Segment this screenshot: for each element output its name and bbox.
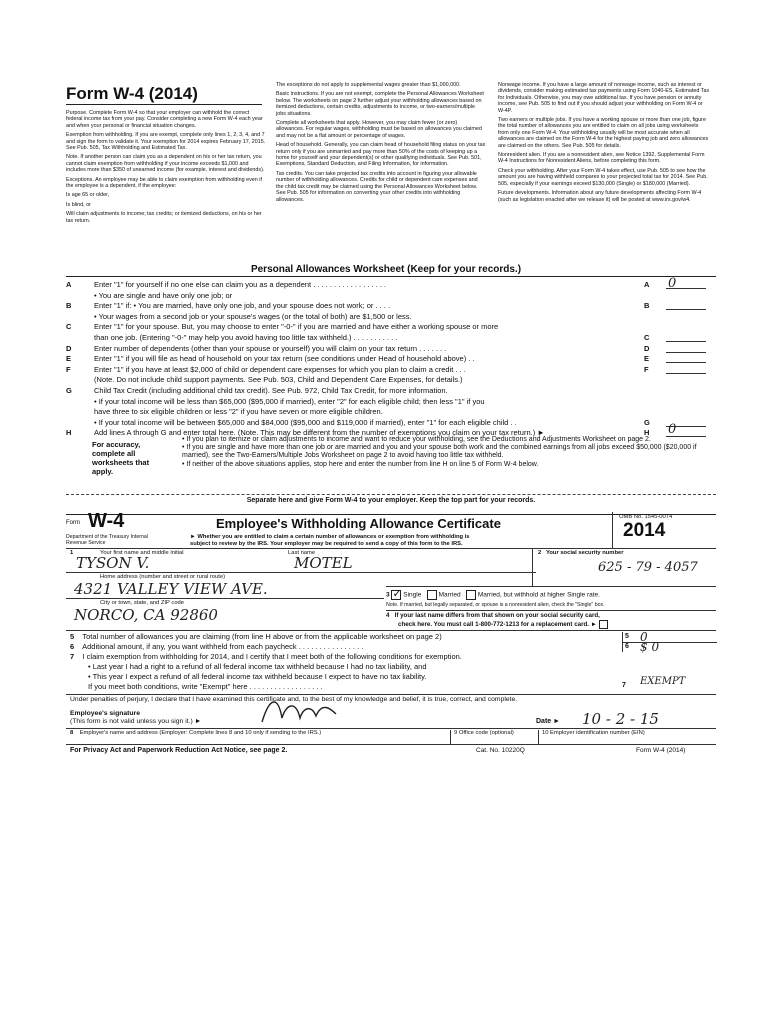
worksheet-line-text: • Your wages from a second job or your spouse's wages (or the total of both) are $1,500 or less.: [94, 311, 412, 321]
worksheet-line-text: than one job. (Entering "-0-" may help you avoid having too little tax withheld.) . . . . . . . . . . .: [94, 333, 398, 342]
single-checkbox[interactable]: ✓: [392, 588, 402, 600]
worksheet-line-box-letter: C: [644, 333, 650, 342]
ssn-value[interactable]: 625 - 79 - 4057: [598, 560, 698, 575]
note-text: Note. If another person can claim you as a dependent on his or her tax return, you cannot claim exemption from withholding if your income exceeds $1,000 and includes more than $350 of unearned income (for example, interest and dividends).: [66, 154, 265, 174]
bullet-3: Will claim adjustments to income; tax credits; or itemized deductions, on his or her tax return.: [66, 211, 262, 224]
accuracy-label: For accuracy, complete all worksheets that apply.: [92, 440, 150, 476]
certificate-title: Employee's Withholding Allowance Certificate: [216, 516, 501, 531]
col2-p5: Tax credits. You can take projected tax credits into account in figuring your allowable number of withholding allowances. Credits for child or dependent care expenses and the child tax credit may be claimed using the Personal Allowances Worksheet below. See Pub. 505 for information on converting your other credits into withholding allowances.: [276, 170, 478, 203]
separator-line: Separate here and give Form W-4 to your employer. Keep the top part for your records.: [66, 494, 716, 504]
col3-p5: Future developments. Information about any future developments affecting Form W-4 (such as legislation enacted after we release it) will be posted at www.irs.gov/w4.: [498, 190, 702, 203]
line-7-value[interactable]: EXEMPT: [640, 676, 686, 687]
line-6-value[interactable]: $ 0: [640, 640, 660, 654]
purpose-text: Purpose. Complete Form W-4 so that your employer can withhold the correct federal income tax from your pay. Consider completing a new Form W-4 each year and when your personal or financial situation changes.: [66, 110, 263, 129]
omb-box: [612, 512, 713, 548]
name-differs-row: 4 If your last name differs from that shown on your social security card, check here. You must call 1-800-772-1213 for a replacement card. ►: [386, 612, 716, 629]
worksheet-title: Personal Allowances Worksheet (Keep for your records.): [250, 264, 522, 275]
line-10: 10 Employer identification number (EIN): [538, 730, 645, 744]
col3-p2: Two earners or multiple jobs. If you have a working spouse or more than one job, figure the total number of allowances you are entitled to claim on all jobs using worksheets from only one Form W-4. Your withholding usually will be most accurate when all allowances are claimed on the Form W-4 for the highest paying job and zero allowances are claimed on the others. See Pub. 505 for details.: [498, 117, 709, 149]
worksheet-line-text: • If your total income will be between $65,000 and $84,000 ($95,000 and $119,000 if married), enter "1" for each eligible child . .: [94, 417, 517, 427]
row5-rule: [66, 630, 716, 631]
line-h-value: 0: [668, 422, 677, 437]
accuracy-item-1: • If you plan to itemize or claim adjustments to income and want to reduce your withholding, see the Deductions and Adjustments Worksheet on page 2.: [182, 436, 651, 443]
worksheet-line-entry-field[interactable]: [666, 341, 706, 342]
instructions-column-1: [66, 110, 266, 227]
worksheet-line-box-letter: E: [644, 354, 650, 364]
ssn-label: 2 Your social security number: [538, 550, 624, 556]
row-perjury-rule: [66, 694, 716, 695]
worksheet-line-letter: D: [66, 343, 72, 353]
col2-p3: Complete all worksheets that apply. However, you may claim fewer (or zero) allowances. For regular wages, withholding must be based on allowances you claimed and may not be a flat amount or percentage of wages.: [276, 120, 482, 139]
instructions-column-3: [498, 82, 710, 206]
bullet-1: Is age 65 or older,: [66, 192, 110, 199]
worksheet-line-text: • You are single and have only one job; or: [94, 290, 233, 300]
worksheet-line-letter: B: [66, 301, 72, 311]
ssn-label-text: Your social security number: [545, 550, 624, 556]
worksheet-line-box-letter: B: [644, 301, 650, 311]
worksheet-line-text: • If your total income will be less than $65,000 ($95,000 if married), enter "2" for each eligible child; then less "1" if you: [94, 396, 485, 406]
subtitle-line-2: subject to review by the IRS. Your employer may be required to send a copy of this form to the IRS.: [190, 541, 463, 547]
col3-p4: Check your withholding. After your Form W-4 takes effect, use Pub. 505 to see how the amount you are having withheld compares to your projected total tax for 2014. See Pub. 505, especially if your earnings exceed $130,000 (Single) or $180,000 (Married).: [498, 167, 708, 187]
line3-rule: [386, 586, 716, 587]
omb-number: OMB No. 1545-0074: [619, 514, 673, 520]
last-name-value[interactable]: MOTEL: [294, 554, 353, 572]
last-name-label: Last name: [288, 550, 316, 556]
tax-year: 2014: [623, 520, 666, 541]
worksheet-line-entry-field[interactable]: [666, 309, 706, 310]
married-higher-checkbox[interactable]: [466, 590, 476, 600]
worksheet-line-text: (Note. Do not include child support payments. See Pub. 503, Child and Dependent Care Expenses, for details.): [94, 375, 463, 385]
name-differs-text-2: check here. You must call 1-800-772-1213 for a replacement card. ►: [398, 621, 597, 629]
col2-p4: Head of household. Generally, you can claim head of household filing status on your tax return only if you are unmarried and pay more than 50% of the costs of keeping up a home for yourself and your dependent(s) or other qualifying individuals. See Pub. 501, Exemptions, Standard Deduction, and Filing Information, for information.: [276, 142, 486, 168]
signature-note: (This form is not valid unless you sign it.) ►: [70, 718, 202, 725]
line-5-text: Total number of allowances you are claiming (from line H above or from the applicable worksheet on page 2): [82, 632, 442, 641]
perjury-statement: Under penalties of perjury, I declare that I have examined this certificate and, to the best of my knowledge and belief, it is true, correct, and complete.: [70, 696, 518, 703]
worksheet-line-text: Enter "1" for your spouse. But, you may choose to enter "-0-" if you are married and have either a working spouse or more: [94, 322, 499, 332]
lines-5-6-box: 5 6: [622, 632, 717, 652]
ssn-divider: [532, 548, 533, 586]
married-label: Married: [438, 591, 461, 599]
address-value[interactable]: 4321 VALLEY VIEW AVE.: [74, 580, 268, 598]
worksheet-line-text: Enter "1" for yourself if no one else can claim you as a dependent . . . . . . . . . . . . . . . . . .: [94, 280, 387, 289]
row2-rule: [66, 572, 536, 573]
bullet-2: Is blind, or: [66, 201, 91, 208]
worksheet-line-letter: A: [66, 280, 72, 289]
lines-5-to-7: 5 Total number of allowances you are claiming (from line H above or from the applicable worksheet on page 2) 6 Additional amount, if any, you want withheld from each paycheck . . . . . . . . . . . . . . . . 7 I claim exemption from withholding for 2014, and I certify that I meet both of the following conditions for exemption. • Last year I had a right to a refund of all federal income tax withheld because I had no tax liability, and • This year I expect a refund of all federal income tax withheld because I expect to have no tax liability. If you meet both conditions, write "Exempt" here . . . . . . . . . . . . . . . . . .: [70, 632, 630, 692]
line-5-value[interactable]: 0: [640, 630, 648, 644]
col3-p1: Nonwage income. If you have a large amount of nonwage income, such as interest or dividends, consider making estimated tax payments using Form 1040-ES, Estimated Tax for Individuals. Otherwise, you may owe additional tax. If you have pension or annuity income, see Pub. 505 to find out if you should adjust your withholding on Form W-4 or W-4P.: [498, 82, 710, 114]
line-8-text: Employer's name and address (Employer: Complete lines 8 and 10 only if sending to the IRS.): [79, 730, 322, 736]
name-differs-text: If your last name differs from that shown on your social security card,: [394, 612, 600, 619]
accuracy-items: [182, 436, 712, 469]
row3-rule: [66, 598, 384, 599]
accuracy-item-2: • If you are single and have more than one job or are married and you and your spouse both work and the combined earnings from all jobs exceed $50,000 ($20,000 if married), see the Two-Earners/Multiple Jobs Worksheet on page 2 to avoid having too little tax withheld.: [182, 444, 697, 460]
worksheet-line-letter: E: [66, 354, 72, 364]
married-higher-label: Married, but withhold at higher Single rate.: [477, 591, 600, 599]
exceptions-text: Exceptions. An employee may be able to claim exemption from withholding even if the employee is a dependent, if the employee:: [66, 176, 262, 190]
exemption-text: Exemption from withholding. If you are exempt, complete only lines 1, 2, 3, 4, and 7 and sign the form to validate it. Your exemption for 2014 expires February 17, 2015. See Pub. 505, Tax Withholding and Estimated Tax.: [66, 132, 266, 152]
filing-status-row: 3 ✓ Single Married Married, but withhold at higher Single rate.: [386, 588, 600, 600]
date-value[interactable]: 10 - 2 - 15: [582, 710, 659, 728]
worksheet-line-letter: H: [66, 428, 72, 438]
form-number: W-4: [88, 510, 125, 532]
worksheet-line-text: Add lines A through G and enter total here. (Note. This may be different from the number of exemptions you claim on your tax return.) ►: [94, 428, 545, 438]
line-1-number: 1: [70, 550, 74, 556]
worksheet-line-entry-field[interactable]: [666, 373, 706, 374]
first-name-label: Your first name and middle initial: [100, 550, 184, 556]
worksheet-line-entry-field[interactable]: [666, 352, 706, 353]
accuracy-item-3: • If neither of the above situations applies, stop here and enter the number from line H on line 5 of Form W-4 below.: [182, 460, 539, 468]
date-label: Date ►: [536, 718, 561, 725]
worksheet-line-box-letter: D: [644, 343, 650, 353]
worksheet-line-box-letter: A: [644, 280, 650, 289]
line-6-text: Additional amount, if any, you want withheld from each paycheck . . . . . . . . . . . . . . . .: [82, 642, 364, 651]
first-name-value[interactable]: TYSON V.: [76, 554, 150, 572]
worksheet-line-letter: F: [66, 364, 71, 374]
signature-block: [70, 710, 201, 726]
worksheet-line-text: Enter "1" if you have at least $2,000 of child or dependent care expenses for which you plan to claim a credit . . .: [94, 364, 466, 374]
signature-image[interactable]: [256, 694, 346, 730]
footer-cat: Cat. No. 10220Q: [476, 747, 525, 754]
line-7-box: 7: [622, 682, 626, 689]
name-differs-checkbox[interactable]: [599, 620, 608, 629]
address-label: Home address (number and street or rural route): [100, 574, 226, 580]
worksheet-line-text: Enter number of dependents (other than your spouse or yourself) you will claim on your tax return . . . . . . .: [94, 343, 447, 353]
worksheet-line-text: Child Tax Credit (including additional child tax credit). See Pub. 972, Child Tax Credit, for more information.: [94, 386, 448, 395]
instructions-column-2: [276, 82, 486, 206]
line-8: 8 Employer's name and address (Employer: Complete lines 8 and 10 only if sending to the IRS.): [70, 730, 322, 736]
single-label: Single: [403, 591, 422, 599]
footer-form: Form W-4 (2014): [636, 747, 686, 754]
footer-privacy: For Privacy Act and Paperwork Reduction Act Notice, see page 2.: [70, 747, 288, 754]
worksheet-line-box-letter: H: [644, 428, 650, 438]
filing-status-note: Note. If married, but legally separated, or spouse is a nonresident alien, check the "Single" box.: [386, 602, 605, 608]
form-title: Form W-4 (2014): [66, 84, 198, 103]
worksheet-line-text: have three to six eligible children or less "2" if you have seven or more eligible children.: [94, 407, 383, 417]
city-label: City or town, state, and ZIP code: [100, 600, 184, 606]
footer-rule: [66, 744, 716, 745]
col2-p1: The exceptions do not apply to supplemental wages greater than $1,000,000.: [276, 82, 461, 88]
worksheet-line-letter: C: [66, 322, 72, 332]
line-9: 9 Office code (optional): [450, 730, 514, 744]
worksheet-line-entry-field[interactable]: [666, 362, 706, 363]
w4-form-page: [56, 72, 712, 752]
worksheet-line-box-letter: G: [644, 417, 650, 427]
worksheet-line-box-letter: F: [644, 364, 649, 374]
line-7-bullet-1: • Last year I had a right to a refund of all federal income tax withheld because I had no tax liability, and: [88, 662, 427, 671]
row8-rule: [66, 728, 716, 729]
title-rule: [66, 104, 262, 105]
line-7-bullet-2: • This year I expect a refund of all federal income tax withheld because I expect to have no tax liability.: [88, 672, 427, 681]
signature-label: Employee's signature: [70, 710, 140, 717]
col2-p2: Basic instructions. If you are not exempt, complete the Personal Allowances Worksheet below. The worksheets on page 2 further adjust your withholding allowances based on itemized deductions, certain credits, adjustments to income, or two-earners/multiple jobs situations.: [276, 91, 484, 117]
worksheet-line-text: Enter "1" if you will file as head of household on your tax return (see conditions under Head of household above) . .: [94, 354, 475, 364]
worksheet-line-letter: G: [66, 386, 72, 395]
worksheet-line-text: Enter "1" if: • You are married, have only one job, and your spouse does not work; or . . . .: [94, 301, 391, 311]
row1-rule: [66, 548, 716, 549]
line-a-value: 0: [668, 276, 677, 291]
form-label: Form: [66, 520, 80, 526]
col3-p3: Nonresident alien. If you are a nonresident alien, see Notice 1392, Supplemental Form W-4 Instructions for Nonresident Aliens, before completing this form.: [498, 152, 705, 165]
line-7-text: I claim exemption from withholding for 2014, and I certify that I meet both of the following conditions for exemption.: [82, 652, 462, 661]
line4-rule: [386, 610, 716, 611]
department-label: Department of the Treasury Internal Revenue Service: [66, 534, 148, 546]
line-7-bullet-3: If you meet both conditions, write "Exempt" here . . . . . . . . . . . . . . . . . .: [88, 682, 323, 691]
certificate-subtitle: [190, 534, 610, 548]
married-checkbox[interactable]: [427, 590, 437, 600]
subtitle-line-1: ► Whether you are entitled to claim a certain number of allowances or exemption from withholding is: [190, 534, 470, 540]
worksheet-rule: [66, 276, 716, 277]
city-value[interactable]: NORCO, CA 92860: [74, 606, 218, 624]
